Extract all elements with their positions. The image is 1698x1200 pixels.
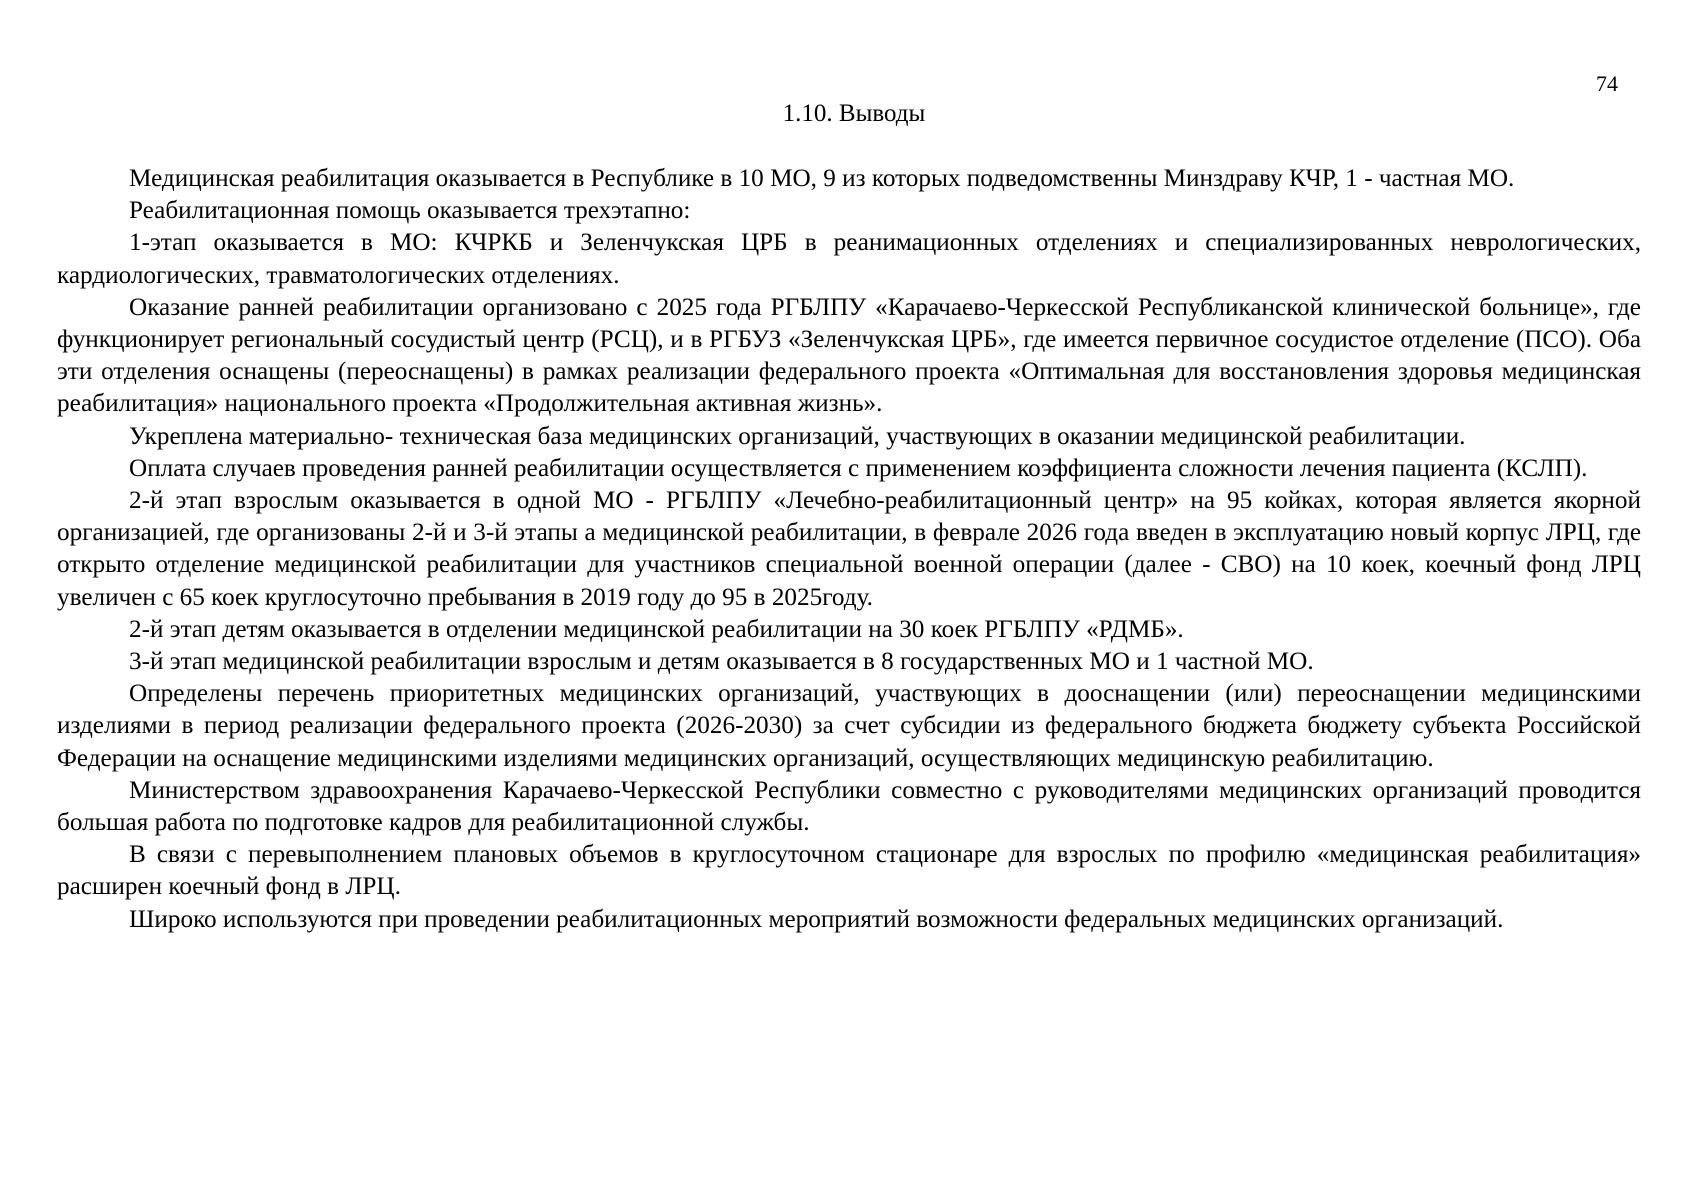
section-title: 1.10. Выводы <box>782 100 926 127</box>
paragraph-federal-organizations: Широко используются при проведении реабилитационных мероприятий возможности федеральных медицинских организаций. <box>129 905 1504 933</box>
paragraph-stage-3: 3-й этап медицинской реабилитации взрослым и детям оказывается в 8 государственных МО и 1 частной МО. <box>129 648 1314 676</box>
paragraph-bed-fund: В связи с перевыполнением плановых объемов в круглосуточном стационаре для взрослых по профилю «медицинская реабилитация» расширен коечный фонд в ЛРЦ. <box>57 841 1641 901</box>
paragraph-staff-training: Министерством здравоохранения Карачаево-Черкесской Республики совместно с руководителями медицинских организаций проводится большая работа по подготовке кадров для реабилитационной службы. <box>57 776 1641 837</box>
paragraph-stage-2-adults: 2-й этап взрослым оказывается в одной МО - РГБЛПУ «Лечебно-реабилитационный центр» на 95 койках, которая является якорной организацией, где организованы 2-й и 3-й этапы а медицинской реабилитации, в феврале 2026 года введен в эксплуатацию новый корпус ЛРЦ, где открыто отделение медицинской реабилитации для участников специальной военной операции (далее - СВО) на 10 коек, коечный фонд ЛРЦ увеличен с 65 коек круглосуточно пребывания в 2019 году до 95 в 2025году. <box>57 487 1641 611</box>
section-body <box>57 163 1641 936</box>
paragraph-payment: Оплата случаев проведения ранней реабилитации осуществляется с применением коэффициента сложности лечения пациента (КСЛП). <box>129 454 1588 482</box>
paragraph-material-base: Укреплена материально- техническая база медицинских организаций, участвующих в оказании медицинской реабилитации. <box>129 422 1466 450</box>
paragraph-priority-organizations: Определены перечень приоритетных медицинских организаций, участвующих в дооснащении (или) переоснащении медицинскими изделиями в период реализации федерального проекта (2026-2030) за счет субсидии из федерального бюджета бюджету субъекта Российской Федерации на оснащение медицинскими изделиями медицинских организаций, осуществляющих медицинскую реабилитацию. <box>57 680 1641 772</box>
paragraph-early-rehab: Оказание ранней реабилитации организовано с 2025 года РГБЛПУ «Карачаево-Черкесской Республиканской клинической больнице», где функционирует региональный сосудистый центр (РСЦ), и в РГБУЗ «Зеленчукская ЦРБ», где имеется первичное сосудистое отделение (ПСО). Оба эти отделения оснащены (переоснащены) в рамках реализации федерального проекта «Оптимальная для восстановления здоровья медицинская реабилитация» национального проекта «Продолжительная активная жизнь». <box>57 293 1641 418</box>
paragraph-stage-2-children: 2-й этап детям оказывается в отделении медицинской реабилитации на 30 коек РГБЛПУ «РДМБ». <box>129 615 1184 643</box>
paragraph-three-stage-care: Реабилитационная помощь оказывается трехэтапно: <box>129 197 691 225</box>
paragraph-rehab-overview: Медицинская реабилитация оказывается в Республике в 10 МО, 9 из которых подведомственны Минздраву КЧР, 1 - частная МО. <box>129 165 1515 192</box>
page-number: 74 <box>1596 71 1618 96</box>
paragraph-stage-1: 1-этап оказывается в МО: КЧРКБ и Зеленчукская ЦРБ в реанимационных отделениях и специализированных неврологических, кардиологических, травматологических отделениях. <box>57 229 1641 289</box>
